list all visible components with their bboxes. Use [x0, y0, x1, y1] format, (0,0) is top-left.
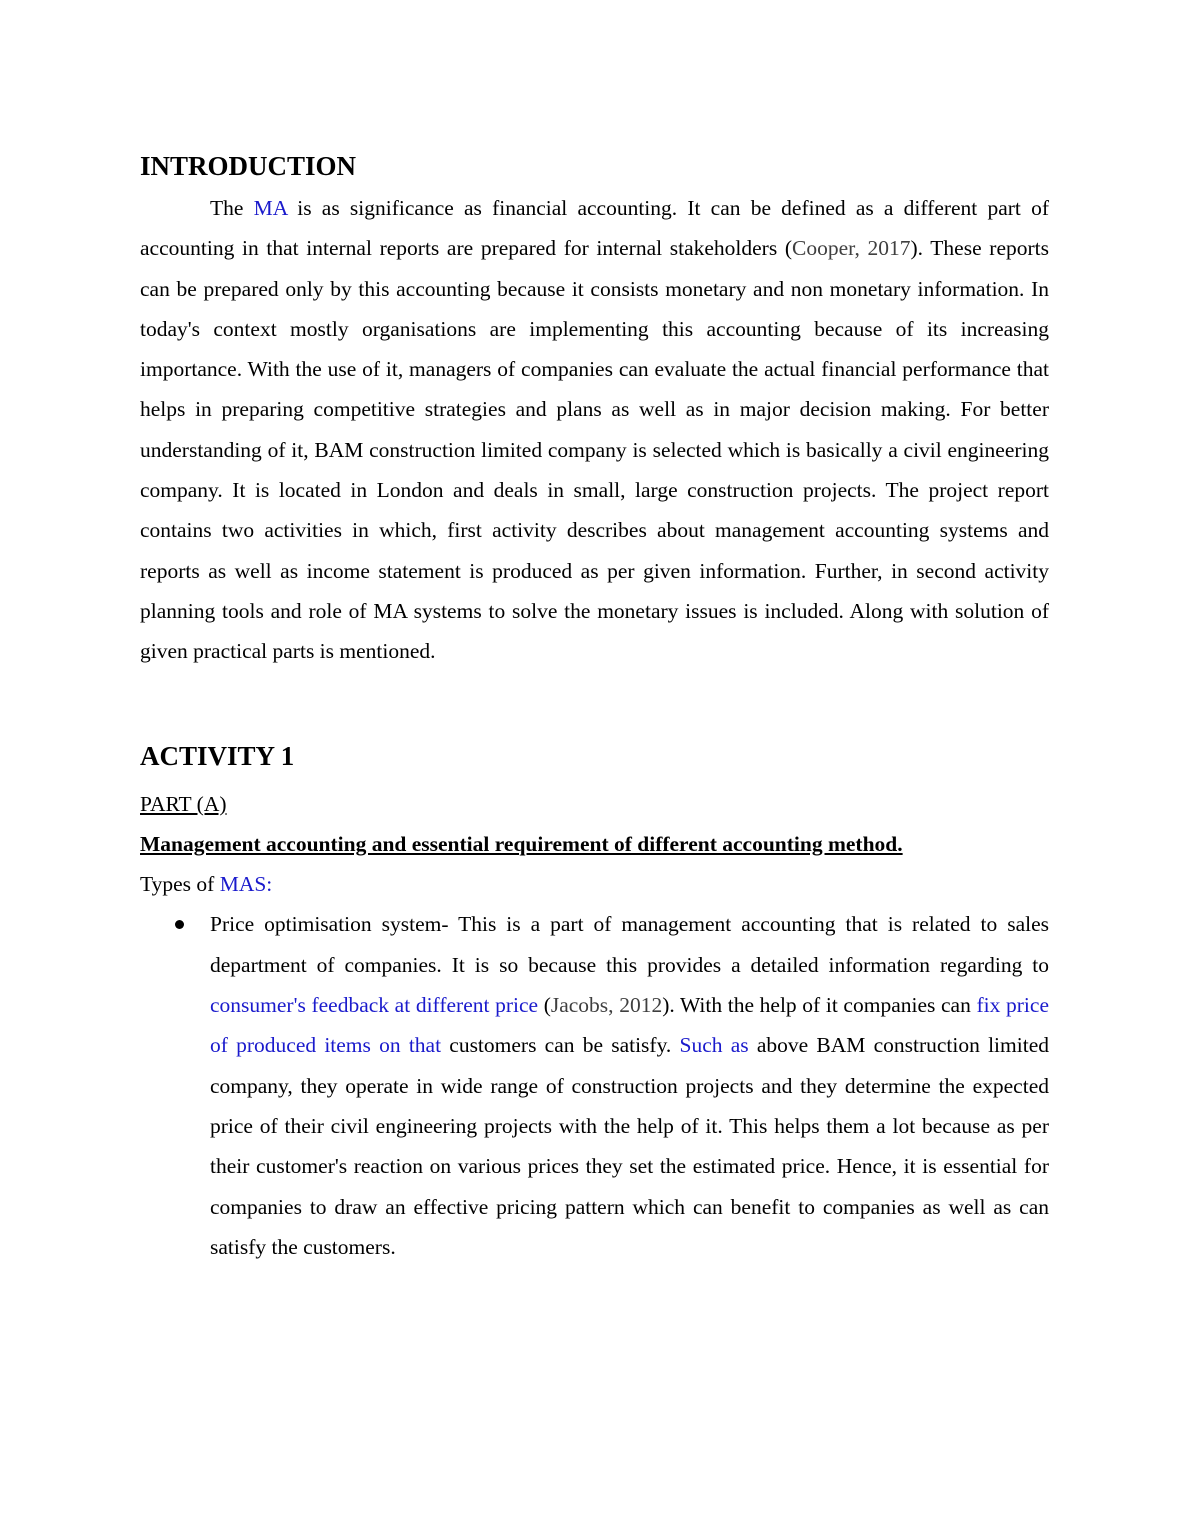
- intro-text-start: The: [210, 196, 254, 220]
- bullet-text-2: (: [538, 993, 551, 1018]
- intro-text-end: ). These reports can be prepared only by this accounting because it consists monetary and non monetary information. In today's context mostly organisations are implementing this accounting because of its increasing importance. With the use of it, managers of companies can evaluate the actual financial performance that helps in preparing competitive strategies and plans as well as in major decision making. For better understanding of it, BAM construction limited company is selected which is basically a civil engineering company. It is located in London and deals in small, large construction projects. The project report contains two activities in which, first activity describes about management accounting systems and reports as well as income statement is produced as per given information. Further, in second activity planning tools and role of MA systems to solve the monetary issues is included. Along with solution of given practical parts is mentioned.: [140, 236, 1049, 664]
- citation-jacobs: Jacobs, 2012: [550, 993, 663, 1018]
- highlight-such-as: Such as: [679, 1033, 749, 1058]
- introduction-heading: INTRODUCTION: [140, 151, 357, 181]
- introduction-paragraph: [140, 188, 1049, 672]
- highlight-fix-price: fix price of produced items on that: [210, 993, 1049, 1058]
- bullet-text-1: Price optimisation system- This is a part of management accounting that is related to sales department of companies. It is so because this provides a detailed information regarding to: [210, 912, 1049, 977]
- ma-link: MA: [253, 196, 288, 220]
- activity-heading: ACTIVITY 1: [140, 740, 295, 771]
- bullet-text-3: ). With the help of it companies can: [662, 993, 977, 1018]
- types-prefix: Types of: [140, 872, 220, 897]
- highlight-feedback: consumer's feedback at different price: [210, 993, 539, 1018]
- mas-link: MAS:: [219, 872, 273, 897]
- mas-types-list: [140, 904, 1049, 1267]
- list-item: [140, 904, 1049, 1267]
- part-a-label: PART (A): [140, 791, 227, 816]
- bullet-text-5: above BAM construction limited company, they operate in wide range of construction projects and they determine the expected price of their civil engineering projects with the help of it. This helps them a lot because as per their customer's reaction on various prices they set the estimated price. Hence, it is essential for companies to draw an effective pricing pattern which can benefit to companies as well as can satisfy the customers.: [210, 1033, 1049, 1259]
- bullet-text-4: customers can be satisfy.: [441, 1033, 680, 1058]
- document-page: [140, 148, 1049, 1267]
- types-line: [140, 864, 1049, 904]
- intro-text-middle: is as significance as financial accounting. It can be defined as a different part of accounting in that internal reports are prepared for internal stakeholders (: [140, 196, 1049, 261]
- section-subheading: Management accounting and essential requirement of different accounting method.: [140, 831, 903, 856]
- citation-cooper: Cooper, 2017: [792, 236, 911, 261]
- bullet-icon: [175, 920, 184, 929]
